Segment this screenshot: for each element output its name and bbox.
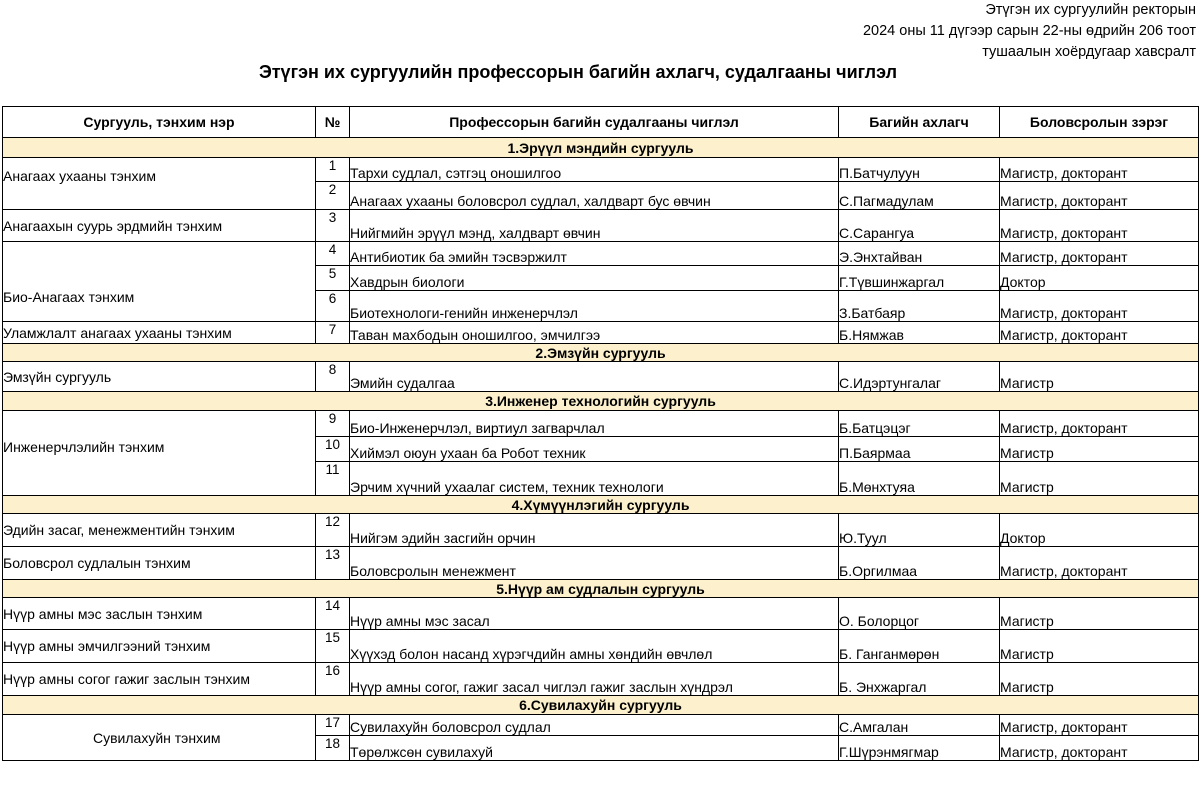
table-row [3, 322, 1199, 344]
education-degree: Магистр [1000, 462, 1199, 496]
research-direction: Хавдрын биологи [350, 266, 839, 291]
research-direction: Био-Инженерчлэл, виртиул загварчлал [350, 411, 839, 437]
team-leader: П.Батчулуун [839, 158, 1000, 182]
department-name: Эмзүйн сургууль [3, 362, 316, 392]
section-title: 1.Эрүүл мэндийн сургууль [3, 138, 1199, 158]
row-number: 4 [316, 242, 350, 266]
section-row [3, 138, 1199, 158]
section-title: 6.Сувилахуйн сургууль [3, 696, 1199, 715]
education-degree: Магистр, докторант [1000, 715, 1199, 736]
department-name: Анагаах ухааны тэнхим [3, 158, 316, 210]
team-leader: С.Амгалан [839, 715, 1000, 736]
team-leader: С.Пагмадулам [839, 182, 1000, 210]
team-leader: П.Баярмаа [839, 437, 1000, 462]
team-leader: З.Батбаяр [839, 291, 1000, 322]
department-name: Уламжлалт анагаах ухааны тэнхим [3, 322, 316, 344]
education-degree: Магистр, докторант [1000, 210, 1199, 242]
department-name: Нүүр амны эмчилгээний тэнхим [3, 630, 316, 663]
department-name: Анагаахын суурь эрдмийн тэнхим [3, 210, 316, 242]
research-direction: Сувилахуйн боловсрол судлал [350, 715, 839, 736]
research-direction: Эмийн судалгаа [350, 362, 839, 392]
education-degree: Магистр, докторант [1000, 291, 1199, 322]
column-header-department: Сургууль, тэнхим нэр [3, 107, 316, 138]
column-header-direction: Профессорын багийн судалгааны чиглэл [350, 107, 839, 138]
research-direction: Боловсролын менежмент [350, 547, 839, 580]
team-leader: Б. Ганганмөрөн [839, 630, 1000, 663]
column-header-degree: Боловсролын зэрэг [1000, 107, 1199, 138]
department-name: Сувилахуйн тэнхим [3, 715, 316, 761]
research-direction: Антибиотик ба эмийн тэсвэржилт [350, 242, 839, 266]
education-degree: Доктор [1000, 266, 1199, 291]
department-name: Нүүр амны согог гажиг заслын тэнхим [3, 663, 316, 696]
row-number: 11 [316, 462, 350, 496]
section-row [3, 580, 1199, 598]
team-leader: С.Идэртунгалаг [839, 362, 1000, 392]
table-row [3, 547, 1199, 580]
row-number: 1 [316, 158, 350, 182]
row-number: 3 [316, 210, 350, 242]
research-direction: Биотехнологи-генийн инженерчлэл [350, 291, 839, 322]
table-row [3, 715, 1199, 736]
order-reference [863, 0, 1196, 63]
section-title: 4.Хүмүүнлэгийн сургууль [3, 496, 1199, 514]
order-reference-line: 2024 оны 11 дүгээр сарын 22-ны өдрийн 206 тоот [862, 23, 1196, 39]
education-degree: Магистр, докторант [1000, 736, 1199, 761]
table-row [3, 210, 1199, 242]
team-leader: С.Сарангуа [839, 210, 1000, 242]
table-row [3, 663, 1199, 696]
research-direction: Хүүхэд болон насанд хүрэгчдийн амны хөндийн өвчлөл [350, 630, 839, 663]
education-degree: Магистр [1000, 362, 1199, 392]
research-direction: Эрчим хүчний ухаалаг систем, техник технологи [350, 462, 839, 496]
team-leader: Б.Батцэцэг [839, 411, 1000, 437]
research-direction: Таван махбодын оношилгоо, эмчилгээ [350, 322, 839, 344]
column-header-number: № [316, 107, 350, 138]
education-degree: Доктор [1000, 514, 1199, 547]
section-title: 5.Нүүр ам судлалын сургууль [3, 580, 1199, 598]
column-header-team-leader: Багийн ахлагч [839, 107, 1000, 138]
education-degree: Магистр, докторант [1000, 158, 1199, 182]
team-leader: Э.Энхтайван [839, 242, 1000, 266]
row-number: 12 [316, 514, 350, 547]
section-title: 2.Эмзүйн сургууль [3, 344, 1199, 362]
education-degree: Магистр, докторант [1000, 242, 1199, 266]
team-leader: Б.Оргилмаа [839, 547, 1000, 580]
section-row [3, 344, 1199, 362]
page-title: Этүгэн их сургуулийн профессорын багийн ахлагч, судалгааны чиглэл [258, 62, 898, 82]
research-direction: Нийгэм эдийн засгийн орчин [350, 514, 839, 547]
row-number: 8 [316, 362, 350, 392]
row-number: 17 [316, 715, 350, 736]
row-number: 9 [316, 411, 350, 437]
education-degree: Магистр, докторант [1000, 182, 1199, 210]
education-degree: Магистр [1000, 630, 1199, 663]
table-row [3, 630, 1199, 663]
table-row [3, 598, 1199, 630]
department-name: Инженерчлэлийн тэнхим [3, 411, 316, 496]
table-row [3, 242, 1199, 266]
row-number: 6 [316, 291, 350, 322]
education-degree: Магистр, докторант [1000, 322, 1199, 344]
education-degree: Магистр, докторант [1000, 411, 1199, 437]
section-title: 3.Инженер технологийн сургууль [3, 392, 1199, 411]
education-degree: Магистр [1000, 663, 1199, 696]
order-reference-line: Этүгэн их сургуулийн ректорын [985, 2, 1196, 18]
table-row [3, 411, 1199, 437]
row-number: 18 [316, 736, 350, 761]
team-leader: Б.Нямжав [839, 322, 1000, 344]
department-name: Био-Анагаах тэнхим [3, 242, 316, 322]
team-leader: Б. Энхжаргал [839, 663, 1000, 696]
education-degree: Магистр [1000, 598, 1199, 630]
row-number: 2 [316, 182, 350, 210]
order-reference-line: тушаалын хоёрдугаар хавсралт [982, 44, 1196, 60]
section-row [3, 392, 1199, 411]
research-direction: Тархи судлал, сэтгэц оношилгоо [350, 158, 839, 182]
table-row [3, 158, 1199, 182]
education-degree: Магистр, докторант [1000, 547, 1199, 580]
row-number: 7 [316, 322, 350, 344]
research-table [2, 106, 1199, 761]
row-number: 10 [316, 437, 350, 462]
table-header-row [3, 107, 1199, 138]
research-direction: Хиймэл оюун ухаан ба Робот техник [350, 437, 839, 462]
team-leader: Ю.Туул [839, 514, 1000, 547]
research-direction: Нүүр амны согог, гажиг засал чиглэл гажиг заслын хүндрэл [350, 663, 839, 696]
team-leader: Г.Шүрэнмягмар [839, 736, 1000, 761]
education-degree: Магистр [1000, 437, 1199, 462]
research-direction: Төрөлжсөн сувилахуй [350, 736, 839, 761]
table-row [3, 362, 1199, 392]
department-name: Эдийн засаг, менежментийн тэнхим [3, 514, 316, 547]
team-leader: Б.Мөнхтуяа [839, 462, 1000, 496]
section-row [3, 696, 1199, 715]
research-direction: Анагаах ухааны боловсрол судлал, халдварт бус өвчин [350, 182, 839, 210]
row-number: 13 [316, 547, 350, 580]
research-direction: Нүүр амны мэс засал [350, 598, 839, 630]
department-name: Нүүр амны мэс заслын тэнхим [3, 598, 316, 630]
team-leader: О. Болорцог [839, 598, 1000, 630]
section-row [3, 496, 1199, 514]
department-name: Боловсрол судлалын тэнхим [3, 547, 316, 580]
row-number: 14 [316, 598, 350, 630]
table-row [3, 514, 1199, 547]
row-number: 16 [316, 663, 350, 696]
row-number: 5 [316, 266, 350, 291]
row-number: 15 [316, 630, 350, 663]
team-leader: Г.Түвшинжаргал [839, 266, 1000, 291]
research-direction: Нийгмийн эрүүл мэнд, халдварт өвчин [350, 210, 839, 242]
